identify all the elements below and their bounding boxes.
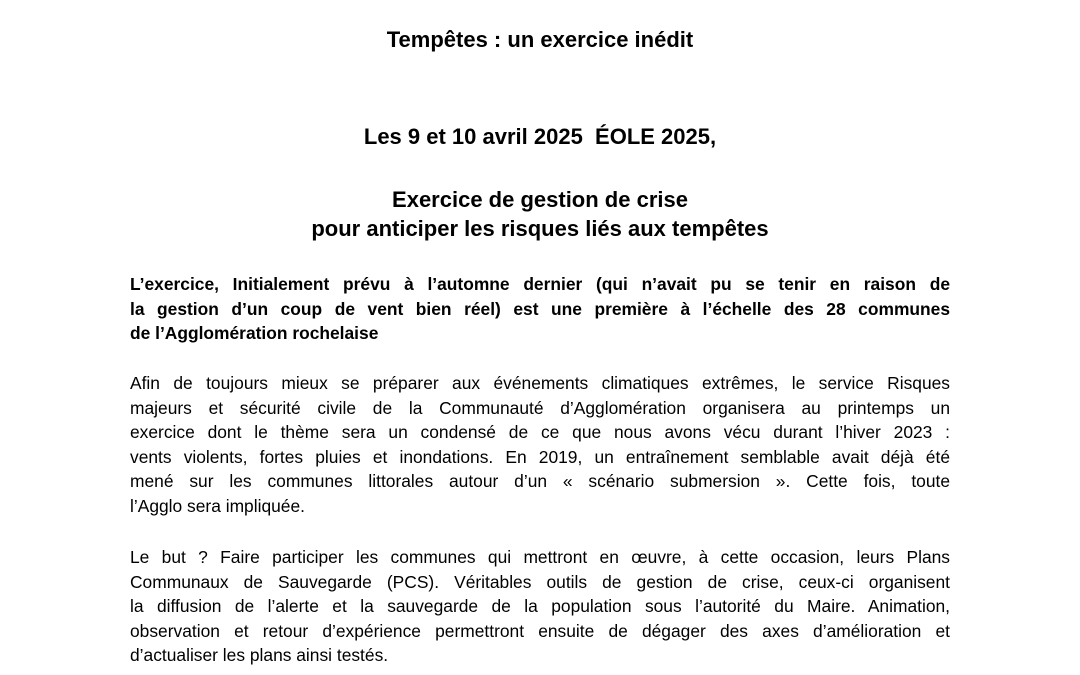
headline-line: pour anticiper les risques liés aux tempêtes bbox=[311, 216, 769, 241]
document-subtitle: Les 9 et 10 avril 2025 ÉOLE 2025, bbox=[363, 124, 717, 149]
paragraph-line: observation et retour d’expérience permettront ensuite de dégager des axes d’amélioration et bbox=[130, 620, 950, 641]
lead-line: L’exercice, Initialement prévu à l’automne dernier (qui n’avait pu se tenir en raison de bbox=[130, 274, 950, 294]
body-paragraph-1 bbox=[130, 371, 950, 518]
body-paragraph-2 bbox=[130, 545, 950, 668]
paragraph-line: la diffusion de l’alerte et la sauvegarde de la population sous l’autorité du Maire. Animation, bbox=[130, 596, 950, 616]
paragraph-line: d’actualiser les plans ainsi testés. bbox=[130, 645, 389, 665]
document-title: Tempêtes : un exercice inédit bbox=[386, 27, 694, 52]
paragraph-line: l’Agglo sera impliquée. bbox=[130, 495, 305, 516]
paragraph-line: majeurs et sécurité civile de la Communauté d’Agglomération organisera au printemps un bbox=[130, 397, 950, 418]
document-headline bbox=[0, 185, 1080, 243]
lead-line: de l’Agglomération rochelaise bbox=[130, 323, 379, 343]
paragraph-line: exercice dont le thème sera un condensé de ce que nous avons vécu durant l’hiver 2023 : bbox=[130, 422, 950, 442]
paragraph-line: vents violents, fortes pluies et inondations. En 2019, un entraînement semblable avait déjà été bbox=[130, 446, 950, 467]
paragraph-line: mené sur les communes littorales autour d’un « scénario submersion ». Cette fois, toute bbox=[130, 471, 950, 491]
paragraph-line: Le but ? Faire participer les communes qui mettront en œuvre, à cette occasion, leurs Plans bbox=[130, 547, 950, 567]
headline-line: Exercice de gestion de crise bbox=[392, 187, 688, 212]
lead-paragraph bbox=[130, 272, 950, 346]
paragraph-line: Communaux de Sauvegarde (PCS). Véritables outils de gestion de crise, ceux-ci organisent bbox=[130, 571, 950, 592]
lead-line: la gestion d’un coup de vent bien réel) est une première à l’échelle des 28 communes bbox=[130, 298, 950, 319]
paragraph-line: Afin de toujours mieux se préparer aux événements climatiques extrêmes, le service Risques bbox=[130, 373, 950, 393]
